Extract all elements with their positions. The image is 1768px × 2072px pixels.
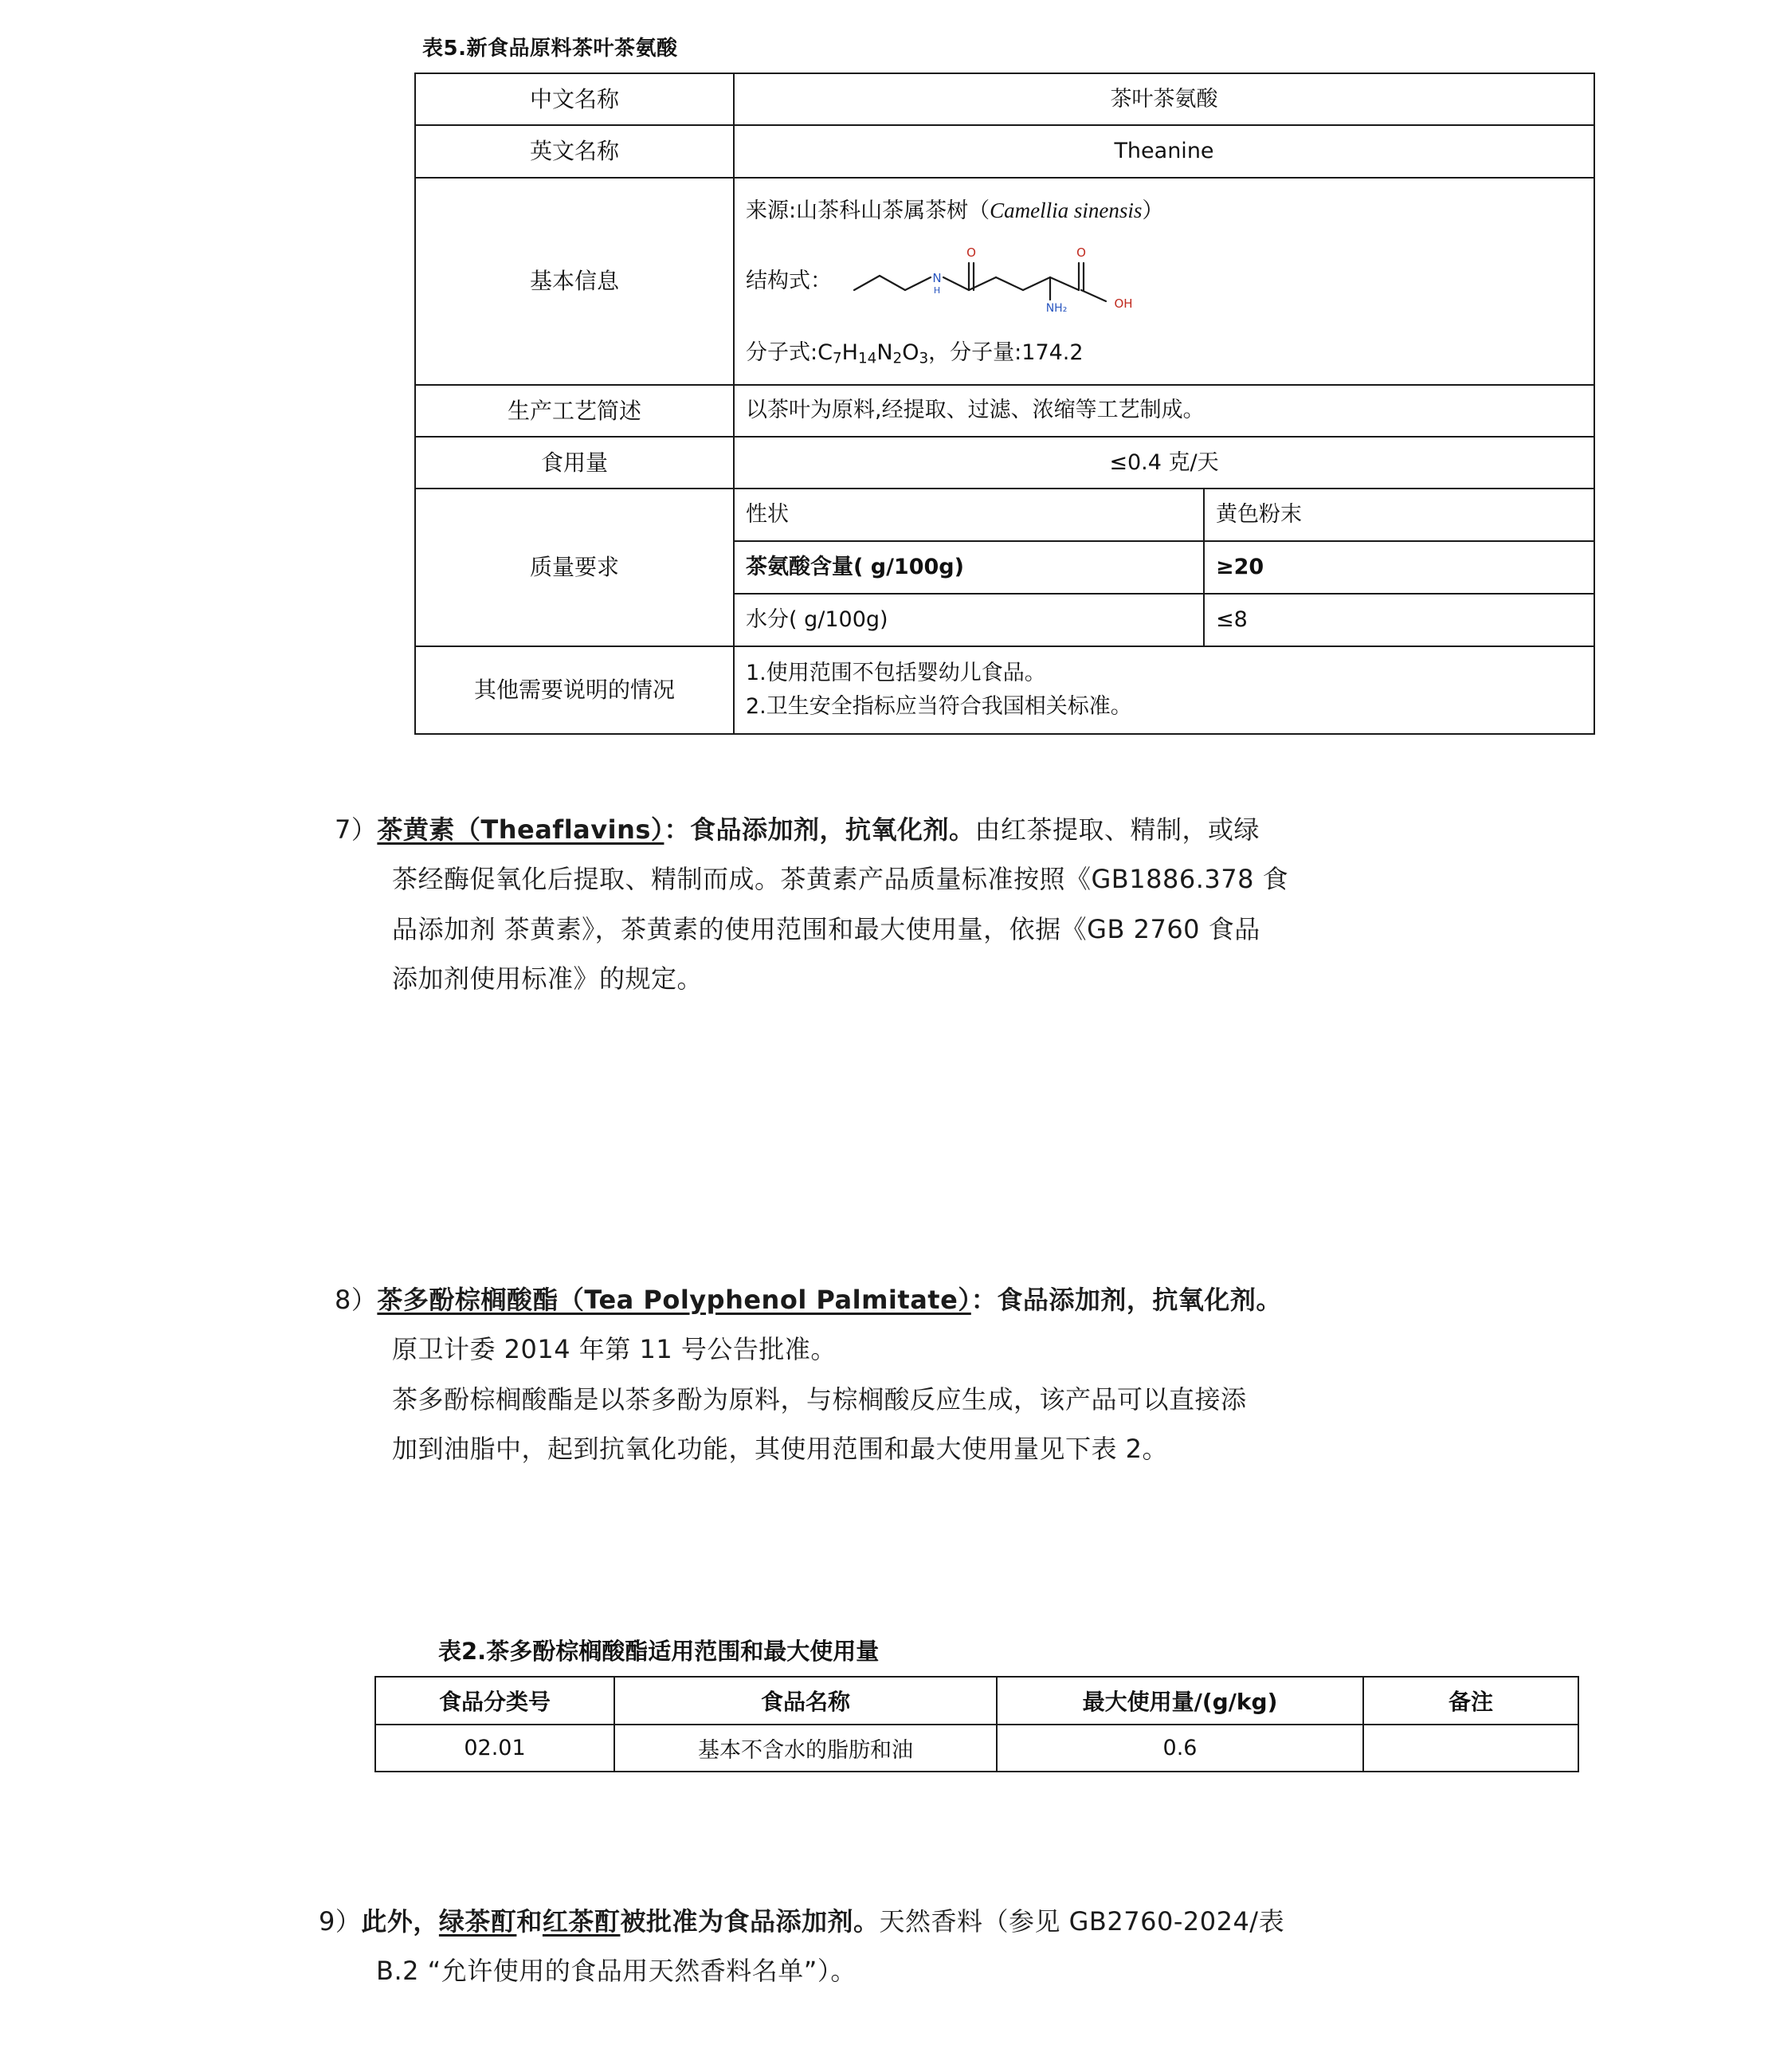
other-line-2: 2.卫生安全指标应当符合我国相关标准。 xyxy=(746,693,1132,719)
quality-name-0: 性状 xyxy=(735,489,1205,540)
table2-header-1: 食品名称 xyxy=(614,1677,997,1725)
item7-first-line xyxy=(335,805,1609,854)
paragraph-item-7 xyxy=(335,805,1609,1004)
item8-line-3: 茶多酚棕榈酸酯是以茶多酚为原料，与棕榈酸反应生成，该产品可以直接添 xyxy=(392,1383,1247,1415)
quality-items xyxy=(734,489,1594,646)
item9-text xyxy=(319,1897,1625,1996)
item9-first-line xyxy=(319,1897,1625,1946)
dosage-value: ≤0.4 克/天 xyxy=(734,437,1594,489)
species-name: Camellia sinensis xyxy=(990,198,1143,222)
table2 xyxy=(374,1676,1579,1772)
paragraph-item-8 xyxy=(335,1275,1625,1474)
process-label: 生产工艺简述 xyxy=(415,385,734,437)
item9-number: 9） xyxy=(319,1906,362,1937)
structure-row xyxy=(746,233,1582,331)
cn-name-label: 中文名称 xyxy=(415,73,734,125)
table2-cell-0-0: 02.01 xyxy=(375,1725,614,1772)
item7-number: 7） xyxy=(335,814,378,845)
basic-info-label: 基本信息 xyxy=(415,178,734,385)
table-header-row xyxy=(375,1677,1578,1725)
item9-line-2: B.2 “允许使用的食品用天然香料名单”）。 xyxy=(376,1956,857,1987)
quality-value-2: ≤8 xyxy=(1216,606,1248,632)
item7-title: 茶黄素（Theaflavins） xyxy=(377,814,664,845)
table-row xyxy=(415,489,1594,646)
paragraph-item-9 xyxy=(319,1897,1625,1996)
table5 xyxy=(414,73,1595,735)
table2-header-3: 备注 xyxy=(1363,1677,1578,1725)
item7-line-2: 茶经酶促氧化后提取、精制而成。茶黄素产品质量标准按照《GB1886.378 食 xyxy=(392,864,1289,895)
table-row xyxy=(415,73,1594,125)
table2-header-2: 最大使用量/(g/kg) xyxy=(997,1677,1363,1725)
other-label: 其他需要说明的情况 xyxy=(415,646,734,734)
atom-h-label: H xyxy=(933,285,941,296)
table2-cell-0-2: 0.6 xyxy=(997,1725,1363,1772)
basic-info-source: 来源:山茶科山茶属茶树（Camellia sinensis） xyxy=(746,198,1164,223)
item7-colon: ： xyxy=(664,814,690,845)
process-value: 以茶叶为原料,经提取、过滤、浓缩等工艺制成。 xyxy=(734,385,1594,437)
table-row xyxy=(375,1725,1578,1772)
en-name-label: 英文名称 xyxy=(415,125,734,177)
item8-title: 茶多酚棕榈酸酯（Tea Polyphenol Palmitate） xyxy=(377,1285,971,1315)
quality-label: 质量要求 xyxy=(415,489,734,646)
molecular-formula: 分子式$:C_7H_{14}N_2O_3$，分子量:174.2 xyxy=(746,340,1084,368)
dosage-label: 食用量 xyxy=(415,437,734,489)
item9-tail: 天然香料（参见 GB2760-2024/表 xyxy=(879,1906,1285,1937)
table5-block xyxy=(414,32,1594,735)
table-row xyxy=(415,385,1594,437)
item7-bold-lead: 食品添加剂，抗氧化剂。 xyxy=(689,814,975,845)
item8-text xyxy=(335,1275,1625,1474)
quality-name-1: 茶氨酸含量( g/100g) xyxy=(735,542,1205,593)
table2-cell-0-1: 基本不含水的脂肪和油 xyxy=(614,1725,997,1772)
atom-nh2-label: NH₂ xyxy=(1045,301,1068,315)
item7-text xyxy=(335,805,1609,1004)
atom-oh-label: OH xyxy=(1114,296,1133,311)
item8-number: 8） xyxy=(335,1285,378,1315)
table2-cell-0-3 xyxy=(1363,1725,1578,1772)
atom-n-label: N xyxy=(932,270,942,285)
table2-header-0: 食品分类号 xyxy=(375,1677,614,1725)
item9-link-1: 绿茶酊 xyxy=(438,1906,517,1937)
quality-row-2 xyxy=(735,595,1594,646)
atom-o-label-2: O xyxy=(1076,245,1086,260)
cn-name-value: 茶叶茶氨酸 xyxy=(734,73,1594,125)
basic-info-value xyxy=(734,178,1594,385)
item8-bold-lead: 食品添加剂，抗氧化剂。 xyxy=(997,1285,1282,1315)
quality-row-1 xyxy=(735,542,1594,595)
item7-line1-rest: 由红茶提取、精制，或绿 xyxy=(974,814,1260,845)
item8-colon: ： xyxy=(970,1285,998,1315)
quality-value-1: ≥20 xyxy=(1216,555,1264,580)
item8-line-2: 原卫计委 2014 年第 11 号公告批准。 xyxy=(392,1334,837,1365)
item9-lead: 此外， xyxy=(361,1906,439,1937)
table-row xyxy=(415,125,1594,177)
item9-mid: 和 xyxy=(516,1906,543,1937)
item8-first-line xyxy=(335,1275,1625,1324)
table2-caption: 表2.茶多酚棕榈酸酯适用范围和最大使用量 xyxy=(438,1638,880,1665)
other-line-1: 1.使用范围不包括婴幼儿食品。 xyxy=(746,660,1046,685)
table-row xyxy=(415,437,1594,489)
structure-label: 结构式： xyxy=(746,269,832,294)
theanine-structure-image xyxy=(843,233,1186,331)
item9-bold-rest: 被批准为食品添加剂。 xyxy=(620,1906,880,1937)
item7-line-3: 品添加剂 茶黄素》，茶黄素的使用范围和最大使用量，依据《GB 2760 食品 xyxy=(392,913,1260,944)
en-name-value: Theanine xyxy=(734,125,1594,177)
quality-value-0: 黄色粉末 xyxy=(1216,502,1302,528)
atom-o-label-1: O xyxy=(966,245,976,260)
table2-block xyxy=(374,1634,1586,1772)
table-row xyxy=(415,178,1594,385)
item7-line-4: 添加剂使用标准》的规定。 xyxy=(392,963,704,995)
quality-name-2: 水分( g/100g) xyxy=(735,595,1205,646)
table-row xyxy=(415,646,1594,734)
item9-link-2: 红茶酊 xyxy=(542,1906,621,1937)
item8-line-4: 加到油脂中，起到抗氧化功能，其使用范围和最大使用量见下表 2。 xyxy=(392,1434,1169,1465)
quality-row-0 xyxy=(735,489,1594,542)
table5-caption: 表5.新食品原料茶叶茶氨酸 xyxy=(422,37,678,61)
other-value xyxy=(734,646,1594,734)
